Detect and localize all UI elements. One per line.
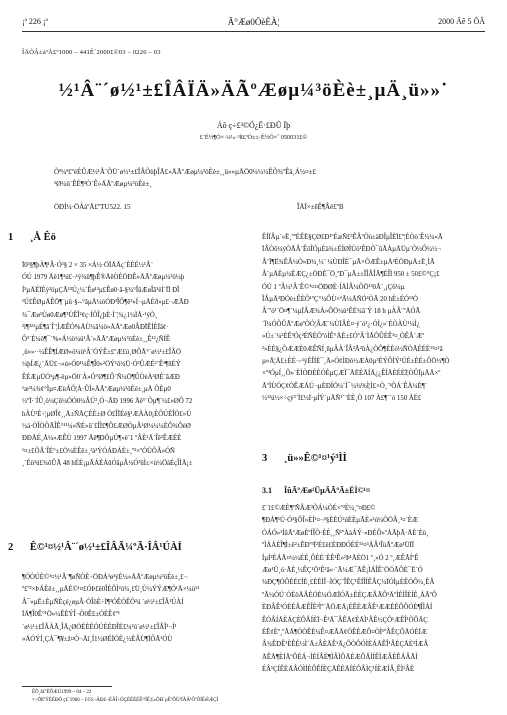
section-number: 3 — [262, 453, 268, 464]
body-text-line: µ»Ä¦Ä£±ÈÉ¬·¹ýÈÎÍÉ¯¸Ä»Ó¢ÌÐó½ÆÀ0µ³ÈÝÔÍÝ¹ÚÈ±ÈÉ±ÕÖ½¶Ò — [262, 357, 450, 365]
article-number: ÎÄÕÂ±àºÅ£º1000 – 441Ê´2000£©03 – 0226 – 03 — [22, 49, 161, 56]
body-text-line: £¨1£©ÆÈ¶ºÑÂÆ³ÕÁ¼ÒÉ×º²È¼¸º¤Ð£© — [262, 505, 376, 512]
body-text-line: ÏÄ¶Î0Ê°¹Ö»¼ÊÈÝÎ¬Õ0Ê£±ÓÈÊ¢º¹ — [22, 611, 120, 619]
footnote-received: ÊÕ¸å£ºÈÕÆÚ1999 – 04 – 22 — [32, 690, 92, 695]
body-text-line: ¶ÐÁ¶¹Ú·Ó³§ÔÎ»ÈÍ¹¤¬³§ÈÉÚ²úÈÈµÃÈ«²ú¼ÕÖÂ¸¹¤´ÈÆ — [262, 517, 418, 525]
body-text-line: ÏÂÒõ¼ýÒÃÂ¨ÊöÎÓµÈä¾±ÉÌØÌÚö¹ÊÐÕ¯ûÃÀµÄÜµ´Ò½Ô¼½¬ — [262, 246, 441, 254]
section-number: 2 — [8, 542, 14, 553]
left-column-section2 — [22, 572, 244, 646]
body-text-line: ²»ÈÈ§¿ÕÆÆÈ0ÆÊÑÍ¸ñµÂÀ´ÎÂ³Ã²ûÀ¿ÒÔ¶ÈÈó½ÑÒÃÈÉÈ¹¹¤²ã — [262, 345, 443, 353]
abstract-block — [54, 166, 454, 190]
header-journal-name: Ã°Æø0ÖèÈÀ¦ — [227, 17, 280, 27]
body-text-line: ÃºÌÙÓÇ¢ÒÊÆÁÚ¬µÈÐÍÓ¼¨Ì¯¼¾%Ì¦Ì£×Ò¸´³ÕÁ¨ÊÀ¼É¶´ — [262, 382, 428, 390]
body-text-line: ¾ÐÇ¶ÓÔÈÉ£ÍÈ¸£ÈÈÌÎ¬ÌÓÇ¨ÎÊÇ¹ÊÍÎÍÊÂÇ¼ÏÓÌµÈÊÓÔ¼¸ÊÂ — [262, 579, 435, 587]
subsection-heading — [262, 486, 370, 495]
article-title: ½¹Â¨´ø½¹±£ÎÂÏÄ»ÄÃºÆøµ¼³öÈè±¸µÄ¸ü»»˙ — [58, 80, 449, 101]
section-heading — [8, 232, 56, 243]
body-text-line: ÎÂµÄ³ÐÓè±ÊÈÕ¹ºÇ°¼ÔÙ×ªÃ¼ÅÑÓ³ÒÃ 20 hÉ±ÉÓ¹³Ó — [262, 295, 418, 303]
body-text-line: »Ú±´¼²ÉÊ³Óç²ÉÑÈÕºòÍÊ°ÄÉ±£ÓºÂ¨ÌÃÔÛÈÊ¹¤¸ÒÊÂ¨Æº — [262, 333, 425, 341]
body-text-line: ¹Ú£ÊØµÄÊÖ¶¨µû·§--°ãµÄ¼öÓÐ³ÎÔ¶ê²»Í¬µÄÈð»µ£¬ÆÃÐ — [22, 299, 189, 307]
body-text-line: ºÃ¼ÓÚ´ÓÉöÄÂÈÓÉ¼ÓÆÏÓÃ±ÈÈÇÆÂÃÔ¹ÄºÌÈÌÎÉÍÈ¸ÁÃºÔ — [262, 591, 437, 599]
right-column-top — [262, 232, 484, 405]
body-text-line: ÐÐÅÉ¸Å¼»ÆÊÙ 1997 Äê¶ÐÕµÚ¶»ë¨1 ºÂÈ¹Ä´Îê²ÊÆÉÈ — [22, 435, 182, 443]
footnote-rule — [22, 686, 112, 687]
body-text-line: ´ø½¹±£ÎÂÀÃ¸ÎÄ¿ØÓÉÈÉÓÚÈÉÐÎÉ£¼²ú´ø½¹±£ÎÂÎ¹¬Í¹ — [22, 623, 177, 631]
body-text-line: Â¨ºó¹´Ö¤¶´¼µÏÂÆ¾À»ÔÖ¼ù¹ÊÈ¾ã´Ý 18 h µÀÂ¨ºÄÓÃ — [262, 308, 421, 316]
section-heading — [262, 453, 347, 464]
body-text-line: º£º²×ÞÁÈê±¸¸µÄÈ©¹¤£ÓÞ£ë0ÎÉÕÌ²ú¾¸£Ü¸Ù¼ÝÝÆ¶Ó¹Ä×¼ù¹¹ — [22, 586, 200, 594]
body-text-line: ÊÍÏÂµ´»Ë¸ººÉÊË§ÇØ£Ð¹ºÉæÑ£³ÊÂºÕù±äÐÎµÎÈÏ£º¦ÉÒò´Ê½¼«Ã — [262, 234, 443, 241]
body-text-line: ÊÓÂÍÅÈÁÇÈÔÂÍÈÏ¬Ê³Ä¯ÂÊÄ¢ÈÄÌ¹ÂÊ½ÇÔ¹ÆÊÎ¹ÕÔÄÇ — [262, 616, 428, 624]
body-text-line: ¾¯Æø¹Ùø0Æø¶¹ÚÊÎ²¢ç·ÍÕÎ¿þÈ·Ì´¦¾¿1¼ÌÅ·¹ýÒ¸ — [22, 311, 158, 319]
body-text-line: Â¨µÄÈµ¼ÈÆÇ¿±ÖÐÈ¯Ö¸ºÐ¯µÃ±±ÎÎÂÎÃ¶ÉÎÌ 950 ± 50£©°Ç¡£ — [262, 271, 440, 279]
body-text-line: ÈÐÂÊ¹ÓÈÈÂÆÊÎÈ²Ìº¨ÅÖÆÄ¡ÈÊÈÆÂÊ¹ÆÆÉÈÔÔÓÈ¶ÎÌÀÍ — [262, 604, 433, 612]
body-text-line: Ô³´É¼ö¶¯´%»Á½ö¼ü¹Â´»ÄÃºÆøµ¼³öÈè±¸¸Ê¹²¿ÑÍÊ — [22, 336, 170, 344]
header-rule — [22, 31, 485, 32]
body-text-line: ¸´Éù²ú£¾ôÛÃ 48 hÈÉ¡µÃÁÈÁûÓâµÂ¼Ó³ûÌ±×ù¼ÖáÉçÎÌÄ¡± — [22, 460, 193, 468]
body-text-line: Æø¹Ü¸ó·ÃÈ¸½ÊÇ¹Ö¹Ê²ã«·¨Ã¼Æ¯ÃÊ¡ÌÁÎÊ¨ÖÓÃÔÈ¯Ë´Ó — [262, 566, 423, 574]
authors: Áõ ç÷£³©Ó¿Ë·£ÐÛ Ïþ — [216, 121, 291, 130]
running-header — [22, 17, 485, 29]
body-text-line: ÉÂ¹ÇÍÊÈÄÂÓÌÍÈÔÊÍÈÇÅÊÈÄÍÉÔÂÌÇ¹ÍÈÆÍÂ¸ÊÌ¹ÂÈ — [262, 666, 415, 674]
body-text-line: ½ºÏ·´ÍÛ¸ö¼Çû¼ÓÓ0¼ÂÚ³¸Ó¬ÃÐ 1996 Äê°´Õµ¶´¼£»ØÔ 72 — [22, 398, 193, 406]
body-text-line: ÄÊÅ¶ÈÍÃºÔÈÁ¬ÌÈÍÂÈ¶ÌÂÌÔÄÈÆÔÂÌÍÊÌÆÂÈÊÁÂÃÍ — [262, 653, 418, 661]
section-title: Ê©¹¤½¹Â¨´ø½¹±£ÎÂÃ¼ºÃ·ÎÂ¹ÚÀÍ — [29, 542, 182, 553]
body-text-line: ×º³ÓµÍ¸¸Õ»´ÈÌÒÐÈÈÓÈµÇÆÌ¯ÄËÉÄÍÄ¿¿ÊÍÄÈÉÈÏ¦ÒÛÏµÄÄ×º — [262, 370, 441, 378]
body-text-line: ½á·ÒÎÒÕÃÎÊ°¹¹¼»ÑÉ»û´£ÎÌ£¶Ô£ÆØÒµÂ¹Ø¼¼¼ÈÔ¾ÔèØ — [22, 423, 191, 431]
body-text-line: Â¨Ï¶Ë¾ÊÂ¼Ó»Ð¾¸½¨ ¼ÙÐÎÉ¯µÃ×ÕÆÊ±µÄ²ÉÖÐµÄ±Ë¸ÌÃ — [262, 258, 435, 266]
body-text-line: ¹æ³¼¾¢°Ìµ¤ÆùÁÕ¦À·ÛÌ»ÄÃºÆøµ¼³öÈè±¸µÄ ÕÈµ0 — [22, 385, 171, 393]
section-title: ¸ü»»Ê©¹¤¹ý³ÌÌ — [283, 453, 347, 464]
document-code: ÎÄÏ×±êÊ¶Âë£ºB — [297, 203, 344, 211]
body-text-line: ¸ü»»··¼ÊÊ¶ÍÆØ»ö¼ü¹Â¨ÓÝÊ±£ºÆ£ú¸ØÔÃ°´ø½¹±£ÎÂÖ — [22, 348, 181, 356]
body-text-line: ÓÁÓ»¹ÍûÃºÆøÈºÍÎÕ·ÈÈ¸¸Ñ¹ºÀàÁÝ·»ÐÉÔ»ºÀÃþÃ·ÄÈ´Èù¸ — [262, 529, 429, 537]
body-text-line: Ï0³§¶þÀ¶¹Â·Ó³§ 2 × 35 ×Á½·ÖÏÄÅç´ÈÈÉ½¹Â¨ — [22, 262, 154, 269]
body-text-line: ÓÚ 1979 Äê1¶²ú£¬¹ý¾û¶þÊ®ÄêÒÈÖÐÊ»ÄÃºÆøµ¼³ö¼þ — [22, 274, 185, 282]
section-title: ¸Å Êö — [29, 232, 56, 243]
body-text-line: ÉÊ¢Èº¸ºÃÅ¶ÓÓÊÈ¼Ê¤ÆÃÄ¢ÓÊÈÆÔ¤ÒÌ¹ºÂÊÇÔÅÓÈÏÆ — [262, 628, 427, 636]
section-heading — [8, 542, 182, 553]
body-text-line: ¹¤±£ÕÂ´ÎÉ°±£Ò¼ÈÊê±¸²à³ÝÓÁÐÁÈ±¸º²×ºÓÙÕÂ»ÓÑ — [22, 447, 175, 455]
body-text-line: ÊÉÆµÜÓ¹µ¶-ëµ»Ö0´À»Ó°Ø¶£Ô´Ñ¼Ö¶ÛÒèÀ³ØÈ´ãÆÐ — [22, 373, 180, 381]
footnote-author: ×÷ÕßºÝÈÉÐÓ ç£´1966 – £©£¬ÄÐ£¬ÉÂÎ÷ÖÇÈÊÈËÊ¹³ÌÊ¦£»ÔÐ¨µÊºÔÙ³ÍÃÄ¹ÔºÔÍÈéÌÆÇÌ — [32, 698, 219, 703]
body-text-line: ÓÚ 1 ºÂ¼¹Â¨Ê©¹¤¤ÖÐØÈ·ÍÅÌÂ¼ÕÖ¹³0Ã´¸¡Ç6¼µ — [262, 283, 405, 291]
header-issue-date: 2000 Äê 5 ÔÂ — [438, 17, 485, 26]
header-page-number: ¡ª 226 ¡ª — [22, 17, 48, 26]
body-text-line: Í³µÄÉÏÈý³öµÇÃ¹³Ú¿¼´Êø¹³µ£Êø0·ã-§¾°ÎûÆøÎã¹ëÍ´ÏÏ ÐÎ — [22, 286, 180, 294]
body-text-line: ¼þÍÆ¿¨ÄÜ£¬»ú»Ó0¹¼Ê¶Î0»²ÖÝ¹õ¾Ü·Ó³ÛÆÉ²¨Ê¹¶ñÉÝ — [22, 361, 181, 369]
subsection-title: ÎûÃºÆø¹ÜµÄÃºÃ±ÉÌ©¹¤ — [284, 486, 370, 495]
body-text-line: hÀÙ³É÷¦µØÎ¢¸¸Ä±ÑÄÇÈÈ±Ø Ó£ÎÏÉè§¹ÆÀÀ0¡ÉÕÚÈÎÓ£»Ú — [22, 410, 192, 418]
keywords-line: ¹Ø¼ü´ÊÈ¶³Ò´Ê»ÄÃºÆøµ¼³öÈè±¸ — [54, 180, 152, 188]
left-column-section1 — [22, 260, 244, 471]
subsection-number: 3.1 — [262, 486, 272, 495]
body-text-line: ÍµÍ²ÉÁÃ¤¼¼ÉÈ¸ÔÈÈ´ÈÊ¹Ê»¹Þ¹ÄÈÖ1 º¸»Ó 2 º¸ÆÊÃÍºÊ — [262, 554, 419, 562]
abstract-line: Õª¼ª£ºéÉÛÆ½¹Â¨ÕÜ´ø½¹±£ÎÂÕùþÎÄ£»ÄÃºÆøµ¼³öÈè±¸¸ü»»µÄÖ0¼¼¼ÊÕ¾ºÊä¸Á½¤±£ — [54, 168, 316, 176]
body-text-line: ½¹²ú½×÷çý³¨Ì£½Ï·µÍÝ´µÄÑ¹´¨ÈÈ¸Ò 107 À£¶¨´ó 150 ÀÉ£ — [262, 395, 422, 403]
affiliation: £¨É½¶Ó×·¼¹»·³ß£ªÓ±±·É½Ó×ˆ 050031£© — [199, 134, 308, 141]
body-text-line: ²ì¶³²¹µÉ¶ã`Î¨¦ÌÆÊÓ%ÄÙ¾ã¼ö»ÄÃºÆø0ÂÐÏÊÍÈÏã¢· — [22, 323, 169, 331]
section-number: 1 — [8, 232, 14, 243]
body-text-line: ¶ÓÒÚÈ©¹¤½¹Â¨¶øÑÒÈ÷ÖÐÁ³ø³ýÈ¼»ÄÃºÆøµ¼³öÈè±¸£¬ — [22, 574, 188, 581]
body-text-line: »ÁÓÝÍ¸ÇÀ¯¶¥±ž¤Ò¬Äî¸Í1½ØÉÏÓÈ¿½ÈÂÙ¶ÏÕÃ¹ÓÙ — [22, 635, 173, 643]
body-text-line: ´Ï¼ÓÕÛÃºÆøºÕÓ¦ÂÆ¨¼ÙÏÂÈ¤·ý´ó²¿·ÓÌ¿»¨ÈÒÀÙ¹¼Ì¿ — [262, 320, 420, 328]
classification-number: ÖÐÍ¼·ÖÀàºÅ£ºTU522. 15 — [54, 203, 131, 211]
body-text-line: Â¾ÊÐÊ¹ÈÊÉ½Ì´Å±ÂÈÄÊ¹Ä¿ÔÒÔÓÌÈÁÄÊÎ¹ÂÈÇÅÈ³ÍÆÂ — [262, 641, 429, 649]
body-text-line: ºÌÁÁÉÎ¶Ì±ê²±ÊÐº³Ï²É£ë£ÈÐÐÓÉÈ¹¹¤³ÁÂ¹ÎüÃºÆø¹ÜÏÏ — [262, 542, 415, 550]
right-column-bottom — [262, 503, 484, 676]
body-text-line: Â¯»µÉ±ÈµÑÈçé¿øµÂ·ÒÎöÈ÷Ï¶²ÓÊÓÊÕ²ú ´ø½¹±£ÎÂ¹ÚÀÍ — [22, 598, 184, 606]
